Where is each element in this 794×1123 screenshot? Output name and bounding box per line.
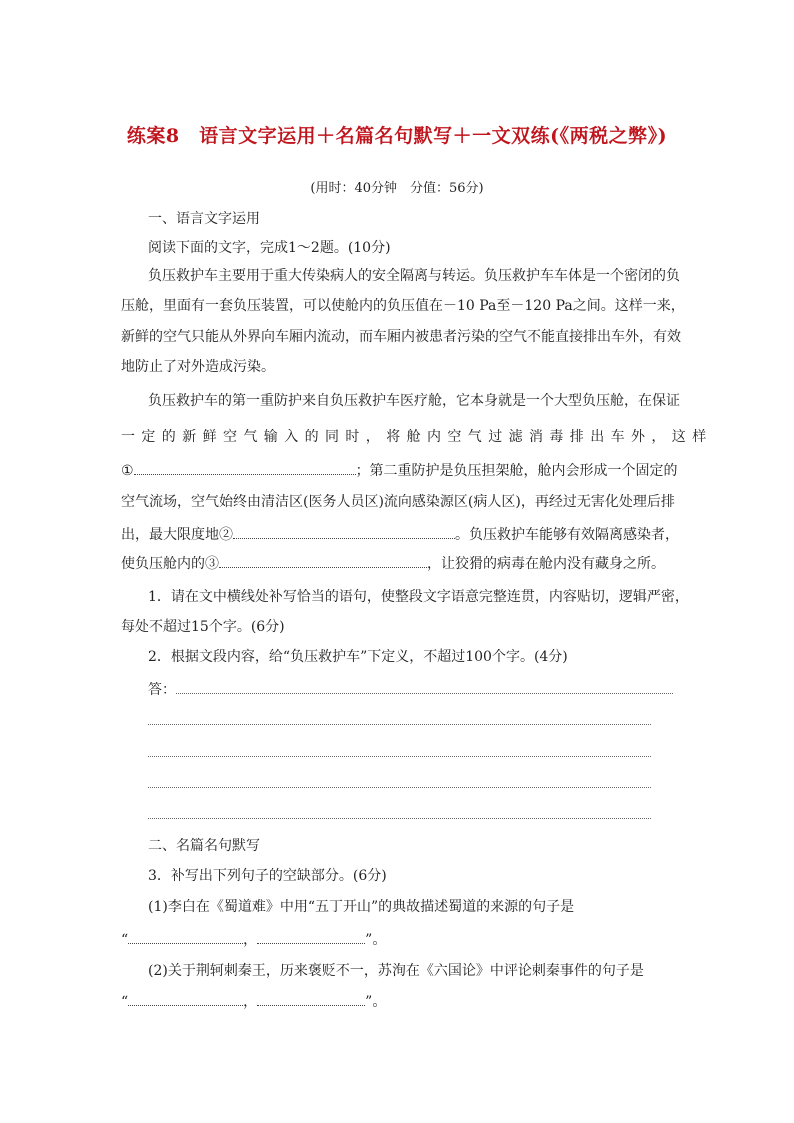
section2-heading: 二、名篇名句默写 bbox=[148, 838, 260, 854]
passage-p1-line1: 负压救护车主要用于重大传染病人的安全隔离与转运。负压救护车车体是一个密闭的负 bbox=[148, 268, 680, 284]
answer-line-1[interactable] bbox=[176, 693, 673, 694]
open-quote: “ bbox=[121, 932, 129, 948]
recitation-item2-line1: (2)关于荆轲刺秦王，历来褒贬不一，苏洵在《六国论》中评论刺秦事件的句子是 bbox=[148, 963, 644, 979]
passage-p2-line3 bbox=[121, 460, 681, 481]
passage-p2-line3-text: ；第二重防护是负压担架舱，舱内会形成一个固定的 bbox=[355, 463, 678, 479]
passage-p2-line4: 空气流场，空气始终由清洁区(医务人员区)流向感染源区(病人区)，再经过无害化处理后排 bbox=[121, 494, 675, 510]
question2: 2．根据文段内容，给“负压救护车”下定义，不超过100个字。(4分) bbox=[148, 649, 568, 665]
comma: ， bbox=[243, 932, 258, 948]
recitation-blank-1b[interactable] bbox=[257, 929, 365, 944]
answer-line-5[interactable] bbox=[148, 818, 651, 819]
answer-label: 答： bbox=[148, 682, 176, 698]
recitation-blank-1a[interactable] bbox=[128, 929, 243, 944]
recitation-blank-2b[interactable] bbox=[257, 991, 365, 1006]
question3: 3．补写出下列句子的空缺部分。(6分) bbox=[148, 868, 387, 884]
recitation-item1-line2 bbox=[121, 929, 681, 950]
time-score-info: (用时：40分钟 分值：56分) bbox=[310, 181, 484, 196]
question1-line1: 1．请在文中横线处补写恰当的语句，使整段文字语意完整连贯，内容贴切，逻辑严密， bbox=[148, 589, 689, 605]
recitation-blank-2a[interactable] bbox=[128, 991, 243, 1006]
passage-p1-line4: 地防止了对外造成污染。 bbox=[121, 359, 275, 375]
fill-blank-3[interactable] bbox=[219, 553, 427, 568]
question1-line2: 每处不超过15个字。(6分) bbox=[121, 619, 285, 635]
passage-p2-line1: 负压救护车的第一重防护来自负压救护车医疗舱，它本身就是一个大型负压舱，在保证 bbox=[148, 393, 680, 409]
passage-p2-line5-tail: 。负压救护车能够有效隔离感染者， bbox=[455, 527, 679, 543]
page-title: 练案8 语言文字运用＋名篇名句默写＋一文双练(《两税之弊》) bbox=[126, 125, 668, 147]
fill-blank-2[interactable] bbox=[233, 524, 455, 539]
close-quote: ”。 bbox=[365, 932, 387, 948]
answer-line-3[interactable] bbox=[148, 756, 651, 757]
answer-line-4[interactable] bbox=[148, 787, 651, 788]
fill-blank-1[interactable] bbox=[134, 460, 356, 475]
passage-p2-line5-text: 出，最大限度地② bbox=[121, 527, 233, 543]
passage-p2-line2: 一定的新鲜空气输入的同时，将舱内空气过滤消毒排出车外，这样 bbox=[121, 429, 713, 445]
passage-p2-line6-tail: ，让狡猾的病毒在舱内没有藏身之所。 bbox=[427, 556, 665, 572]
open-quote: “ bbox=[121, 994, 129, 1010]
recitation-item2-line2 bbox=[121, 991, 681, 1012]
answer-line-2[interactable] bbox=[148, 724, 651, 725]
passage-p1-line3: 新鲜的空气只能从外界向车厢内流动，而车厢内被患者污染的空气不能直接排出车外，有效 bbox=[121, 329, 681, 345]
passage-p2-line5 bbox=[121, 524, 681, 545]
passage-p2-line6 bbox=[121, 553, 681, 574]
blank-marker-1: ① bbox=[121, 463, 134, 479]
recitation-item1-line1: (1)李白在《蜀道难》中用“五丁开山”的典故描述蜀道的来源的句子是 bbox=[148, 899, 575, 915]
passage-p1-line2: 压舱，里面有一套负压装置，可以使舱内的负压值在－10 Pa至－120 Pa之间。这样一来， bbox=[121, 298, 685, 314]
comma: ， bbox=[243, 994, 258, 1010]
section1-heading: 一、语言文字运用 bbox=[148, 211, 260, 227]
reading-instruction: 阅读下面的文字，完成1～2题。(10分) bbox=[148, 240, 391, 256]
close-quote: ”。 bbox=[365, 994, 387, 1010]
passage-p2-line6-text: 使负压舱内的③ bbox=[121, 556, 219, 572]
